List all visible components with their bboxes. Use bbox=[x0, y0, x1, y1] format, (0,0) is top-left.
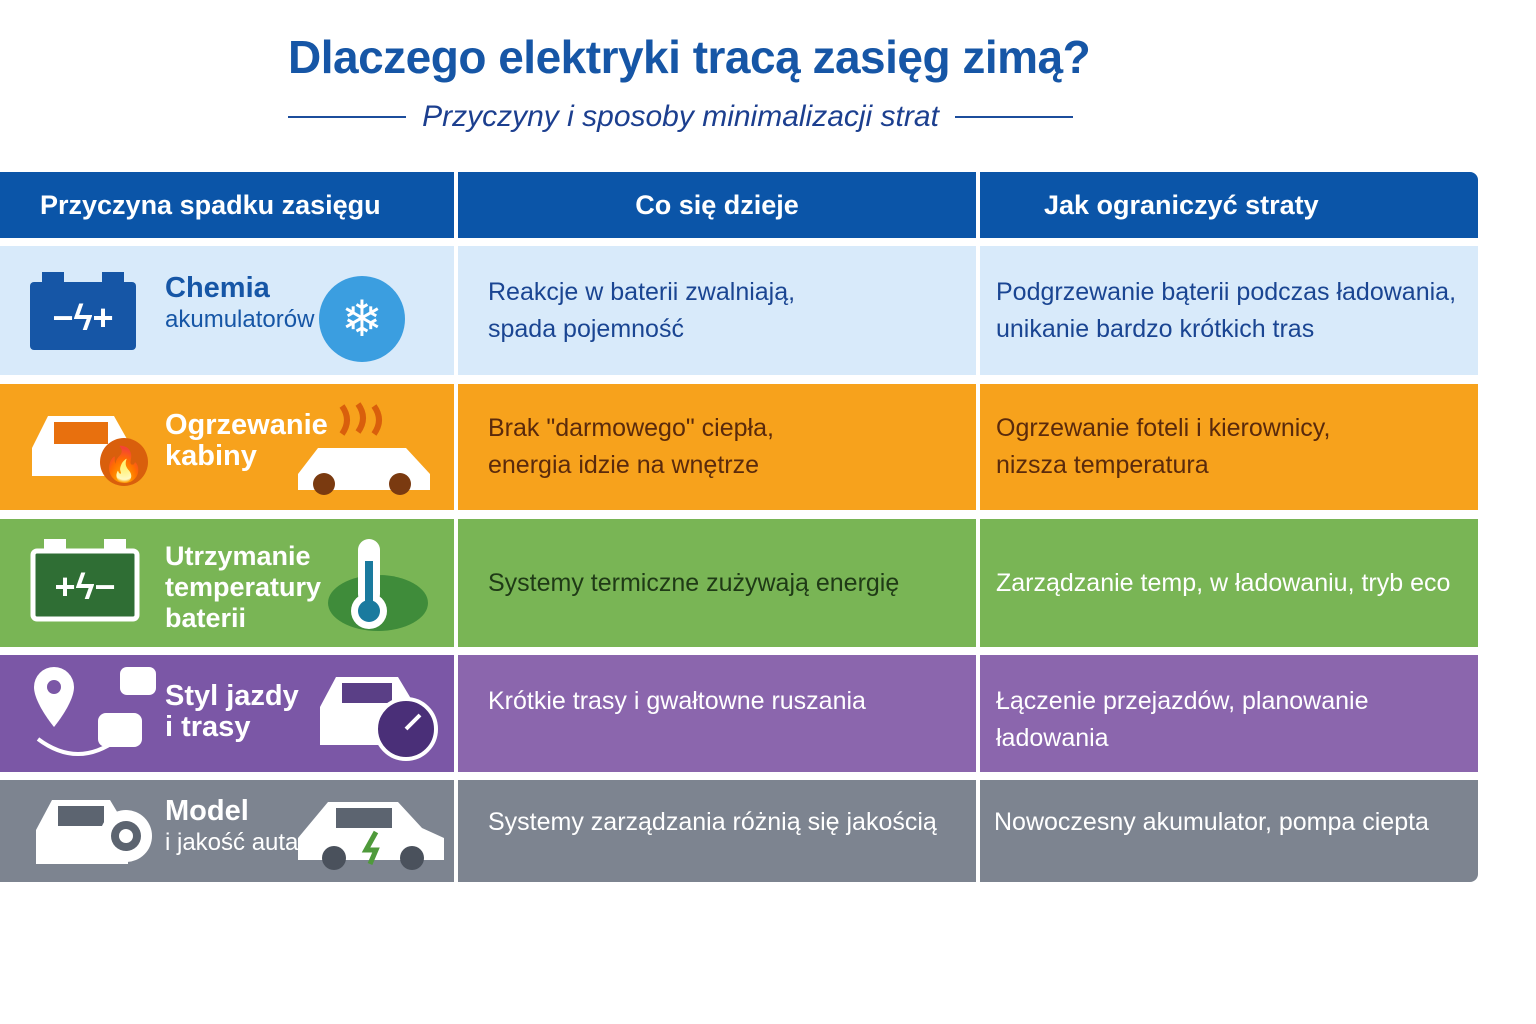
fix-text: unikanie bardzo krótkich tras bbox=[996, 314, 1315, 343]
cause-title: Utrzymanie bbox=[165, 541, 311, 571]
divider bbox=[955, 116, 1073, 118]
electric-car-icon bbox=[294, 794, 448, 874]
cause-subtitle: baterii bbox=[165, 603, 247, 633]
snowflake-icon bbox=[318, 274, 408, 364]
page-title: Dlaczego elektryki tracą zasięg zimą? bbox=[288, 31, 1091, 83]
car-gear-icon bbox=[32, 790, 156, 874]
route-pin-icon bbox=[28, 663, 160, 763]
cause-subtitle: i trasy bbox=[165, 711, 251, 743]
fix-text: Podgrzewanie bąterii podczas ładowania, bbox=[996, 277, 1457, 306]
divider bbox=[288, 116, 406, 118]
car-speedometer-icon bbox=[318, 667, 442, 763]
table-row-effect bbox=[458, 384, 976, 510]
fix-text: nizsza temperatura bbox=[996, 451, 1209, 479]
svg-text:+ϟ−: +ϟ− bbox=[54, 566, 116, 607]
table-row-cause bbox=[0, 384, 454, 510]
thermometer-icon bbox=[300, 535, 430, 633]
cause-title: Chemia bbox=[165, 272, 270, 304]
table-row-cause bbox=[0, 246, 454, 375]
table-row-fix bbox=[980, 655, 1478, 772]
battery-icon bbox=[30, 272, 138, 352]
table-row-effect bbox=[458, 780, 976, 882]
table-row-fix bbox=[980, 246, 1478, 375]
fix-text: Łączenie przejazdów, planowanie ładowania bbox=[996, 687, 1369, 752]
table-row-effect bbox=[458, 655, 976, 772]
fix-text: Nowoczesny akumulator, pompa ciepta bbox=[994, 808, 1429, 836]
cause-title: Ogrzewanie bbox=[165, 409, 328, 441]
effect-text: spada pojemność bbox=[488, 314, 684, 343]
header-cause: Przyczyna spadku zasięgu bbox=[0, 172, 454, 238]
cause-subtitle: akumulatorów bbox=[165, 306, 315, 333]
subtitle-text: Przyczyny i sposoby minimalizacji strat bbox=[422, 100, 939, 133]
table-row-effect bbox=[458, 246, 976, 375]
header-fix: Jak ograniczyć straty bbox=[980, 172, 1478, 238]
svg-text:❄: ❄ bbox=[341, 291, 383, 347]
cause-subtitle: i jakość auta bbox=[165, 829, 299, 856]
fix-text: Zarządzanie temp, w ładowaniu, tryb eco bbox=[996, 568, 1451, 597]
car-heat-icon bbox=[296, 402, 440, 498]
svg-text:−ϟ+: −ϟ+ bbox=[52, 297, 114, 338]
cause-subtitle: temperatury bbox=[165, 572, 322, 602]
table-row-cause bbox=[0, 655, 454, 772]
table-row-fix bbox=[980, 519, 1478, 647]
effect-text: Systemy termiczne zużywają energię bbox=[488, 568, 900, 597]
svg-text:🔥: 🔥 bbox=[102, 446, 146, 484]
table-row-cause bbox=[0, 780, 454, 882]
header-effect: Co się dzieje bbox=[458, 172, 976, 238]
effect-text: Brak "darmowego" ciepła, bbox=[488, 414, 774, 442]
table-row-effect bbox=[458, 519, 976, 647]
fix-text: Ogrzewanie foteli i kierownicy, bbox=[996, 414, 1331, 442]
car-flame-icon bbox=[24, 404, 150, 492]
subtitle bbox=[288, 100, 1073, 134]
table-row-cause bbox=[0, 519, 454, 647]
cause-title: Styl jazdy bbox=[165, 680, 299, 712]
effect-text: Krótkie trasy i gwałtowne ruszania bbox=[488, 687, 866, 715]
table-row-fix bbox=[980, 780, 1478, 882]
effect-text: energia idzie na wnętrze bbox=[488, 451, 759, 479]
cause-title: Model bbox=[165, 795, 249, 827]
effect-text: Reakcje w baterii zwalniają, bbox=[488, 277, 796, 306]
battery-icon bbox=[30, 539, 142, 623]
cause-subtitle: kabiny bbox=[165, 440, 257, 472]
table-row-fix bbox=[980, 384, 1478, 510]
effect-text: Systemy zarządzania różnią się jakością bbox=[488, 808, 937, 836]
